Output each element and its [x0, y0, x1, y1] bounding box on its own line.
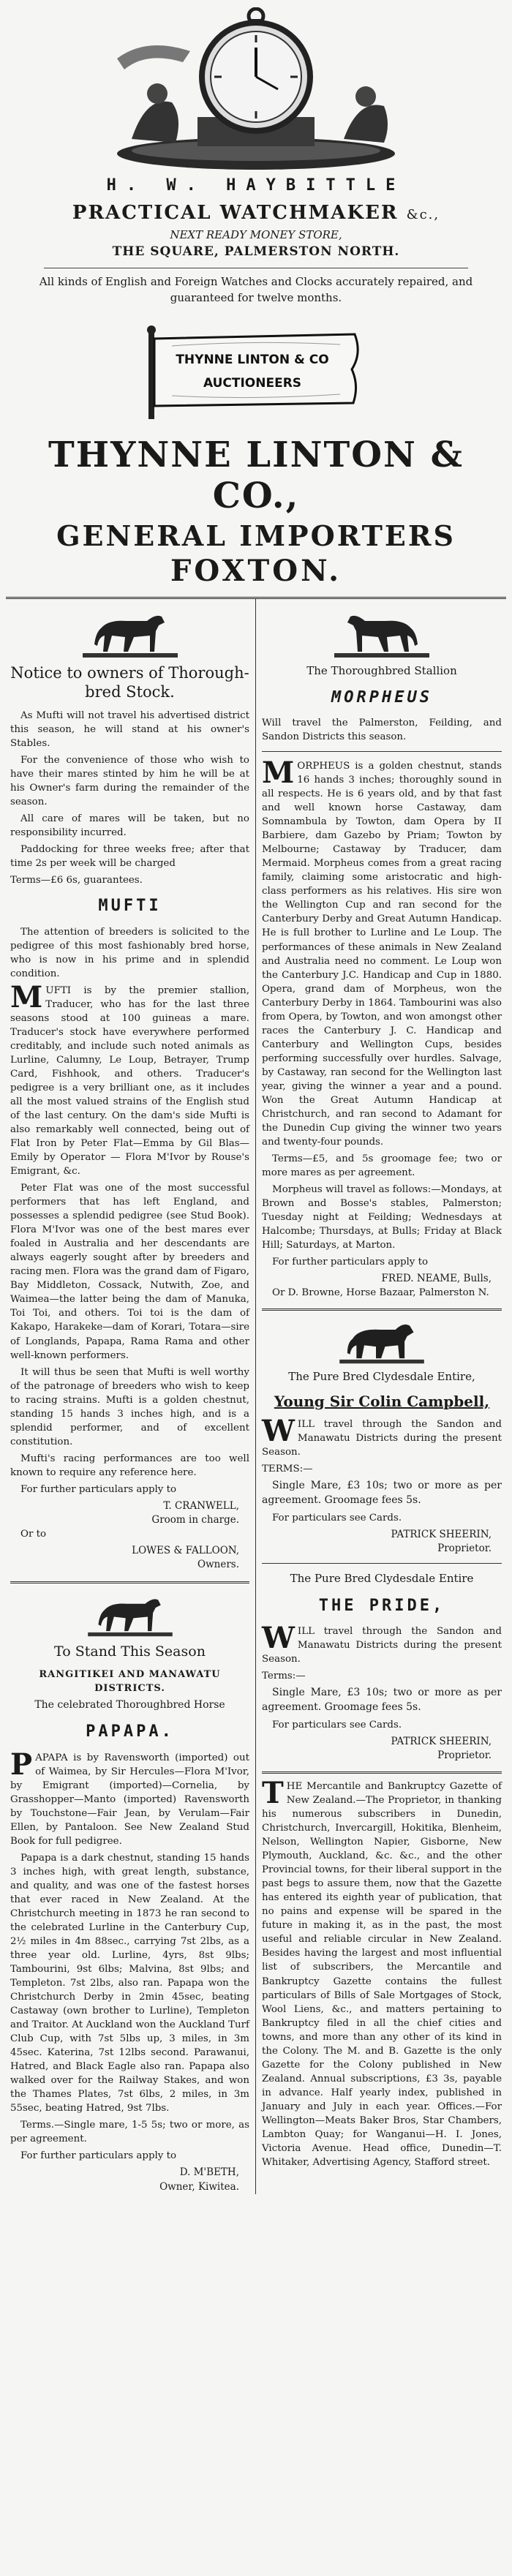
haybittle-trade-text: PRACTICAL WATCHMAKER — [72, 202, 399, 224]
haybittle-name: H. W. HAYBITTLE — [106, 176, 406, 195]
mufti-terms: Terms—£6 6s, guarantees. — [10, 875, 143, 886]
pride-paragraph — [262, 1620, 502, 1666]
ycc-terms-label: TERMS:— — [262, 1464, 313, 1475]
haybittle-trade — [15, 202, 497, 224]
papapa-subheading: The celebrated Thoroughbred Horse — [34, 1699, 225, 1711]
mufti-signature: T. CRANWELL, — [163, 1499, 239, 1512]
drop-cap: P — [10, 1747, 33, 1782]
pride-signature: PATRICK SHEERIN, — [391, 1735, 492, 1747]
drop-cap: M — [10, 979, 43, 1014]
haybittle-note: All kinds of English and Foreign Watches and Clocks accurately repaired, and guaranteed for twelve months. — [39, 275, 473, 304]
pride-heading: THE PRIDE, — [318, 1596, 445, 1615]
left-column — [4, 599, 256, 2194]
morpheus-paragraph: Morpheus will travel as follows:—Mondays, at Brown and Bosse's stables, Palmerston; Tuesday night at Feilding; Wednesdays at Halcombe; Thursdays, at Bulls; Friday at Black Hill; Saturdays, at Marton. — [262, 1184, 502, 1251]
mercantile-paragraph — [262, 1776, 502, 2169]
horse-icon — [83, 606, 178, 659]
mufti-paragraph-text: UFTI is by the premier stallion, Traducer, who has for the last three seasons stood at 100 guineas a mare. Traducer's stock have everywhere performed creditably, and include such noted animals as Lurline, Calumny, Le Loup, Betrayer, Trump Card, Fishhook, and others. Traducer's pedigree is a very brilliant one, as it includes all the most valued strains of the English stud of the last century. On the dam's side Mufti is also remarkably well connected, being out of Flat Iron by Peter Flat—Emma by Gil Blas—Emily by Operator — Flora M'Ivor by Rouse's Emigrant, &c. — [10, 984, 249, 1178]
morpheus-paragraph — [262, 756, 502, 1149]
pocket-watch-illustration — [102, 7, 410, 172]
mufti-notice-heading: Notice to owners of Thorough-bred Stock. — [10, 663, 249, 701]
mufti-paragraph: All care of mares will be taken, but no responsibility incurred. — [10, 813, 249, 839]
haybittle-trade-suffix: &c., — [406, 207, 440, 222]
clydesdale-icon — [334, 1318, 429, 1365]
papapa-districts: RANGITIKEI AND MANAWATU DISTRICTS. — [39, 1669, 221, 1694]
mufti-paragraph: The attention of breeders is solicited to the pedigree of this most fashionably bred horse, who is now in his prime and in splendid condition. — [10, 926, 249, 979]
papapa-paragraph: Papapa is a dark chestnut, standing 15 hands 3 inches high, with great length, substance, and quality, and was one of the fastest horses that ever raced in New Zealand. At the Christchurch meeting in 1873 he ran second to the celebrated Lurline in the Canterbury Cup, 2½ miles in 4m 88sec., carrying 7st 2lbs, as a three year old. Lurline, 4yrs, 8st 9lbs; Tambourini, 9st 6lbs; Malvina, 8st 9lbs; and Templeton. 7st 2lbs, also ran. Papapa won the Christchurch Derby in 2min 45sec, beating Castaway (own brother to Lurline), Templeton and Traitor. At Auckland won the Auckland Turf Club Cup, with 7st 5lbs up, 3 miles, in 3m 45sec. Katerina, 7st 12lbs second. Parawanui, Hatred, and Black Eagle also ran. Papapa also walked over for the Railway Stakes, and won the Thames Plates, 7st 6lbs, 2 miles, in 3m 55sec, beating Hatred, 9st 7lbs. — [10, 1852, 249, 2114]
papapa-heading: PAPAPA. — [86, 1722, 174, 1741]
haybittle-address-line2: THE SQUARE, PALMERSTON NORTH. — [112, 244, 400, 259]
mufti-paragraph: Mufti's racing performances are too well known to require any reference here. — [10, 1453, 249, 1478]
haybittle-advertisement — [0, 0, 512, 306]
banner-line1: THYNNE LINTON & CO — [176, 352, 329, 367]
ycc-paragraph-text: ILL travel through the Sandon and Manawatu Districts during the present Season. — [262, 1419, 502, 1458]
morpheus-paragraph: For further particulars apply to — [272, 1257, 429, 1268]
mufti-paragraph: For further particulars apply to — [20, 1483, 177, 1495]
mufti-paragraph: As Mufti will not travel his advertised district this season, he will stand at his owner's Stables. — [10, 710, 249, 750]
ycc-signature: PATRICK SHEERIN, — [391, 1529, 492, 1540]
morpheus-or — [262, 1286, 502, 1300]
drop-cap: M — [262, 756, 295, 791]
papapa-signature: D. M'BETH, — [179, 2166, 239, 2179]
morpheus-paragraph-text: ORPHEUS is a golden chestnut, stands 16 hands 3 inches; thoroughly sound in all respects. He is 6 years old, and by that fast and well known horse Castaway, dam Somnambula by Towton, dam Opera by II Barbiere, dam Gazebo by Priam; Towton by Melbourne; Castaway by Traducer, dam Mermaid. Morpheus comes from a great racing family, claiming some aristocratic and high-class performers as his relatives. His sire won the Wellington Cup and ran second for the Canterbury Derby and Great Autumn Handicap. He is full brother to Lurline and Le Loup. The performances of these animals in New Zealand and Australia need no comment. Le Loup won the Canterbury J.C. Handicap and Cup in 1880. Opera, grand dam of Morpheus, won the Canterbury Derby in 1864. Tambourini was also from Opera, by Towton, and won amongst other races the Canterbury J. C. Handicap and Canterbury and Wellington Cups, besides performing successfully over hurdles. Salvage, by Castaway, ran second for the Wellington last year, giving the winner a year and a pound. Won the Great Autumn Handicap at Christchurch, and ran second to Adamant for the Dunedin Cup giving the winner two years and twenty-four pounds. — [262, 761, 502, 1148]
mufti-paragraph — [10, 979, 249, 1178]
papapa-signature-role: Owner, Kiwitea. — [159, 2180, 239, 2193]
morpheus-paragraph: Terms—£5, and 5s groomage fee; two or more mares as per agreement. — [262, 1153, 502, 1178]
ycc-heading: Young Sir Colin Campbell, — [274, 1392, 490, 1410]
mufti-paragraph: For the convenience of those who wish to have their mares stinted by him he will be at his Owner's farm during the remainder of the season. — [10, 755, 249, 808]
mufti-signature-role: Owners. — [197, 1559, 239, 1571]
drop-cap: W — [262, 1620, 295, 1655]
horse-icon — [334, 606, 429, 659]
pride-terms-label: Terms:— — [262, 1670, 306, 1681]
morpheus-subheading: The Thoroughbred Stallion — [306, 663, 457, 677]
divider — [262, 1563, 502, 1564]
thynne-subtitle: GENERAL IMPORTERS — [56, 519, 456, 552]
papapa-paragraph-text: APAPA is by Ravensworth (imported) out of Waimea, by Sir Hercules—Flora M'Ivor, by Emigrant (imported)—Cornelia, by Grasshopper—Manto (imported) Ravensworth by Touchstone—Fair Jean, by Verulam—Fair Ellen, by Pantaloon. See New Zealand Stud Book for full pedigree. — [10, 1752, 249, 1847]
morpheus-signature: D. Browne, Horse Bazaar, Palmerston N. — [287, 1287, 489, 1299]
banner-line2: AUCTIONEERS — [203, 375, 302, 391]
divider — [262, 751, 502, 752]
haybittle-address-line1: NEXT READY MONEY STORE, — [170, 228, 342, 241]
thynne-linton-advertisement — [0, 324, 512, 588]
or-text: Or — [272, 1287, 285, 1299]
mercantile-paragraph-text: HE Mercantile and Bankruptcy Gazette of New Zealand.—The Proprietor, in thanking his numerous subscribers in Dunedin, Christchurch, Invercargill, Hokitika, Blenheim, Nelson, Wellington Napier, Gisborne, New Plymouth, Auckland, &c. &c., and the other Provincial towns, for their liberal support in the past begs to assure them, now that the Gazette has entered its eighth year of publication, that no pains and expense will be spared in the future in making it, as in the past, the most useful and reliable circular in New Zealand. Besides having the largest and most influential list of subscribers, the Mercantile and Bankruptcy Gazette contains the fullest particulars of Bills of Sale Mortgages of Stock, Wool Liens, &c., and matters pertaining to Bankruptcy filed in all the chief cities and towns, and more than any other of its kind in the Colony. The M. and B. Gazette is the only Gazette for the Colony published in New Zealand. Annual subscriptions, £3 3s, payable in advance. Half yearly index, published in January and July in each year. Offices.—For Wellington—Meats Baker Bros, Star Chambers, Lambton Quay; for Wanganui—H. I. Jones, Victoria Avenue. Head office, Dunedin—T. Whitaker, Advertising Agency, Stafford street. — [262, 1781, 502, 2168]
drop-cap: W — [262, 1414, 295, 1449]
mufti-paragraph: Paddocking for three weeks free; after that time 2s per week will be charged — [10, 844, 249, 870]
ycc-terms: Single Mare, £3 10s; two or more as per agreement. Groomage fees 5s. — [262, 1480, 502, 1507]
ycc-signature-role: Proprietor. — [437, 1543, 492, 1555]
pride-subheading: The Pure Bred Clydesdale Entire — [290, 1572, 474, 1586]
ycc-cards: For particulars see Cards. — [272, 1512, 402, 1524]
pride-terms: Single Mare, £3 10s; two or more as per agreement. Groomage fees 5s. — [262, 1686, 502, 1713]
mufti-paragraph: It will thus be seen that Mufti is well worthy of the patronage of breeders who wish to keep to racing strains. Mufti is a golden chestnut, standing 15 hands 3 inches high, and is a splendid performer, and of excellent constitution. — [10, 1366, 249, 1447]
papapa-paragraph — [10, 1747, 249, 1848]
thynne-title: THYNNE LINTON & CO., — [48, 434, 464, 516]
drop-cap: T — [262, 1776, 284, 1811]
morpheus-intro: Will travel the Palmerston, Feilding, and Sandon Districts this season. — [262, 718, 502, 743]
papapa-stand-heading: To Stand This Season — [54, 1643, 206, 1660]
auctioneers-banner-illustration — [143, 324, 369, 423]
ycc-paragraph — [262, 1414, 502, 1459]
divider — [10, 1581, 249, 1583]
mufti-signature-role: Groom in charge. — [151, 1514, 239, 1526]
mufti-paragraph: Peter Flat was one of the most successful performers that has left England, and possesses a splendid pedigree (see Stud Book). Flora M'Ivor was one of the best mares ever foaled in Australia and her descendants are always eagerly sought after by breeders and racing men. Flora was the grand dam of Figaro, Bay Middleton, Cossack, Nutwith, Zoe, and Waimea—the latter being the dam of Manuka, Toi Toi, and others. Toi toi is the dam of Kakapo, Harakeke—dam of Korari, Totara—sire of Longlands, Papapa, Rama Rama and other well-known performers. — [10, 1183, 249, 1361]
horse-icon — [86, 1591, 174, 1638]
papapa-paragraph: For further particulars apply to — [20, 2150, 177, 2162]
divider — [262, 1771, 502, 1774]
thynne-town: FOXTON. — [170, 553, 342, 588]
ycc-subheading: The Pure Bred Clydesdale Entire, — [288, 1370, 475, 1384]
pride-cards: For particulars see Cards. — [272, 1719, 402, 1730]
pride-signature-role: Proprietor. — [437, 1749, 492, 1761]
mufti-heading: MUFTI — [98, 897, 162, 916]
mufti-signature: LOWES & FALLOON, — [132, 1545, 239, 1557]
pride-paragraph-text: ILL travel through the Sandon and Manawatu Districts during the present Season. — [262, 1625, 502, 1665]
morpheus-heading: MORPHEUS — [331, 688, 432, 707]
papapa-paragraph: Terms.—Single mare, 1-5 5s; two or more, as per agreement. — [10, 2120, 249, 2145]
morpheus-signature: FRED. NEAME, Bulls, — [381, 1273, 492, 1285]
two-column-ads — [0, 599, 512, 2194]
divider — [262, 1308, 502, 1311]
mufti-or: Or to — [20, 1529, 47, 1540]
right-column — [256, 599, 508, 2194]
